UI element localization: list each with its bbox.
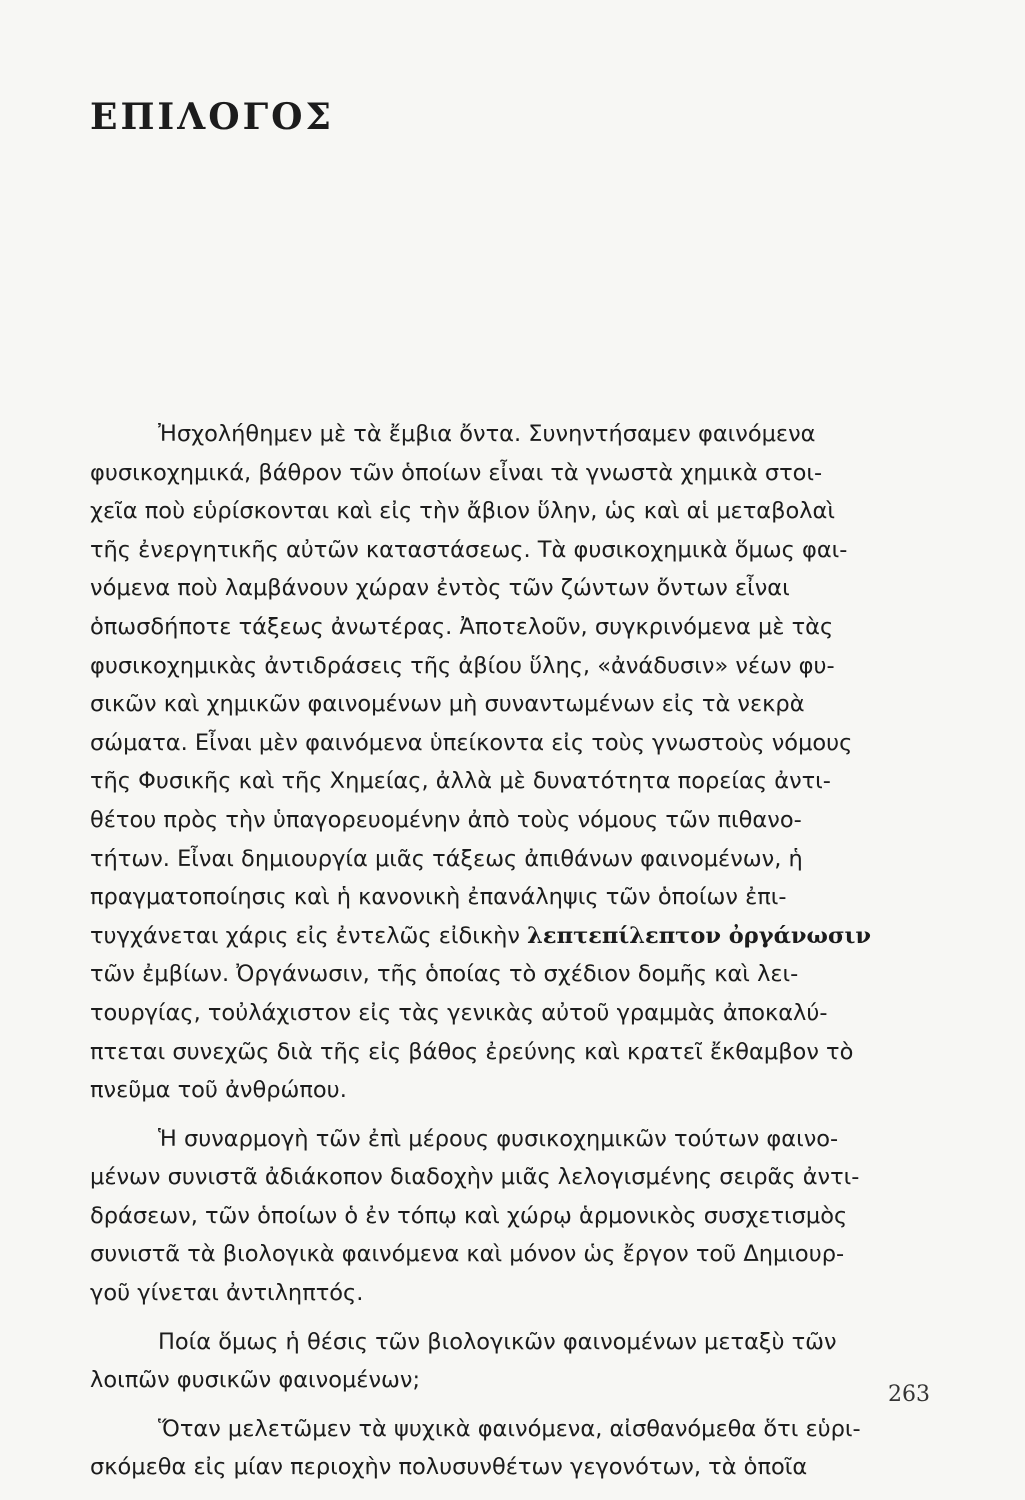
text-line: πνεῦμα τοῦ ἀνθρώπου. — [90, 1077, 347, 1104]
text-line: Ἠσχολήθημεν μὲ τὰ ἔμβια ὄντα. Συνηντήσαμεν φαινόμενα — [158, 421, 816, 447]
text-line: φυσικοχημικὰς ἀντιδράσεις τῆς ἀβίου ὕλης, «ἀνάδυσιν» νέων φυ- — [90, 652, 835, 679]
text-line: Ποία ὅμως ἡ θέσις τῶν βιολογικῶν φαινομένων μεταξὺ τῶν — [158, 1328, 837, 1355]
chapter-title: ΕΠΙΛΟΓΟΣ — [90, 96, 334, 138]
body-text — [90, 415, 938, 1487]
text-line: χεῖα ποὺ εὑρίσκονται καὶ εἰς τὴν ἄβιον ὕλην, ὡς καὶ αἱ μεταβολαὶ — [90, 498, 835, 525]
paragraph-2 — [90, 1120, 938, 1313]
text-line: θέτου πρὸς τὴν ὑπαγορευομένην ἀπὸ τοὺς νόμους τῶν πιθανο- — [90, 806, 802, 833]
paragraph-1 — [90, 415, 938, 1110]
text-line: τήτων. Εἶναι δημιουργία μιᾶς τάξεως ἀπιθάνων φαινομένων, ἡ — [90, 845, 803, 872]
text-line: νόμενα ποὺ λαμβάνουν χώραν ἐντὸς τῶν ζώντων ὄντων εἶναι — [90, 575, 790, 602]
text-line: τῆς Φυσικῆς καὶ τῆς Χημείας, ἀλλὰ μὲ δυνατότητα πορείας ἀντι- — [90, 768, 831, 795]
paragraph-4 — [90, 1410, 938, 1487]
text-line: τῶν ἐμβίων. Ὀργάνωσιν, τῆς ὁποίας τὸ σχέδιον δομῆς καὶ λει- — [90, 961, 799, 988]
text-line-start: τυγχάνεται χάρις εἰς ἐντελῶς εἰδικὴν — [90, 922, 528, 949]
text-line: πτεται συνεχῶς διὰ τῆς εἰς βάθος ἐρεύνης καὶ κρατεῖ ἔκθαμβον τὸ — [90, 1038, 854, 1065]
text-line: σώματα. Εἶναι μὲν φαινόμενα ὑπείκοντα εἰς τοὺς γνωστοὺς νόμους — [90, 729, 853, 756]
text-line: ὁπωσδήποτε τάξεως ἀνωτέρας. Ἀποτελοῦν, συγκρινόμενα μὲ τὰς — [90, 613, 834, 640]
text-line: φυσικοχημικά, βάθρον τῶν ὁποίων εἶναι τὰ γνωστὰ χημικὰ στοι- — [90, 459, 823, 486]
text-line: δράσεων, τῶν ὁποίων ὁ ἐν τόπῳ καὶ χώρῳ ἁρμονικὸς συσχετισμὸς — [90, 1202, 848, 1229]
text-line: γοῦ γίνεται ἀντιληπτός. — [90, 1280, 364, 1307]
text-line: σκόμεθα εἰς μίαν περιοχὴν πολυσυνθέτων γεγονότων, τὰ ὁποῖα — [90, 1454, 808, 1481]
text-line — [90, 917, 938, 956]
text-line: μένων συνιστᾶ ἀδιάκοπον διαδοχὴν μιᾶς λελογισμένης σειρᾶς ἀντι- — [90, 1164, 860, 1191]
text-line: συνιστᾶ τὰ βιολογικὰ φαινόμενα καὶ μόνον ὡς ἔργον τοῦ Δημιουρ- — [90, 1241, 845, 1268]
paragraph-3 — [90, 1323, 938, 1400]
text-line: σικῶν καὶ χημικῶν φαινομένων μὴ συναντωμένων εἰς τὰ νεκρὰ — [90, 691, 805, 718]
text-line: λοιπῶν φυσικῶν φαινομένων; — [90, 1367, 421, 1394]
text-line: πραγματοποίησις καὶ ἡ κανονικὴ ἐπανάληψις τῶν ὁποίων ἐπι- — [90, 884, 787, 911]
text-line: Ὅταν μελετῶμεν τὰ ψυχικὰ φαινόμενα, αἰσθανόμεθα ὅτι εὑρι- — [158, 1415, 861, 1442]
text-line: τουργίας, τοὐλάχιστον εἰς τὰς γενικὰς αὐτοῦ γραμμὰς ἀποκαλύ- — [90, 999, 828, 1026]
text-line: Ἡ συναρμογὴ τῶν ἐπὶ μέρους φυσικοχημικῶν τούτων φαινο- — [158, 1125, 839, 1152]
page-number: 263 — [888, 1382, 930, 1407]
emphasized-phrase: λεπτεπίλεπτον ὀργάνωσιν — [527, 922, 872, 949]
text-line: τῆς ἐνεργητικῆς αὐτῶν καταστάσεως. Τὰ φυσικοχημικὰ ὅμως φαι- — [90, 536, 848, 563]
